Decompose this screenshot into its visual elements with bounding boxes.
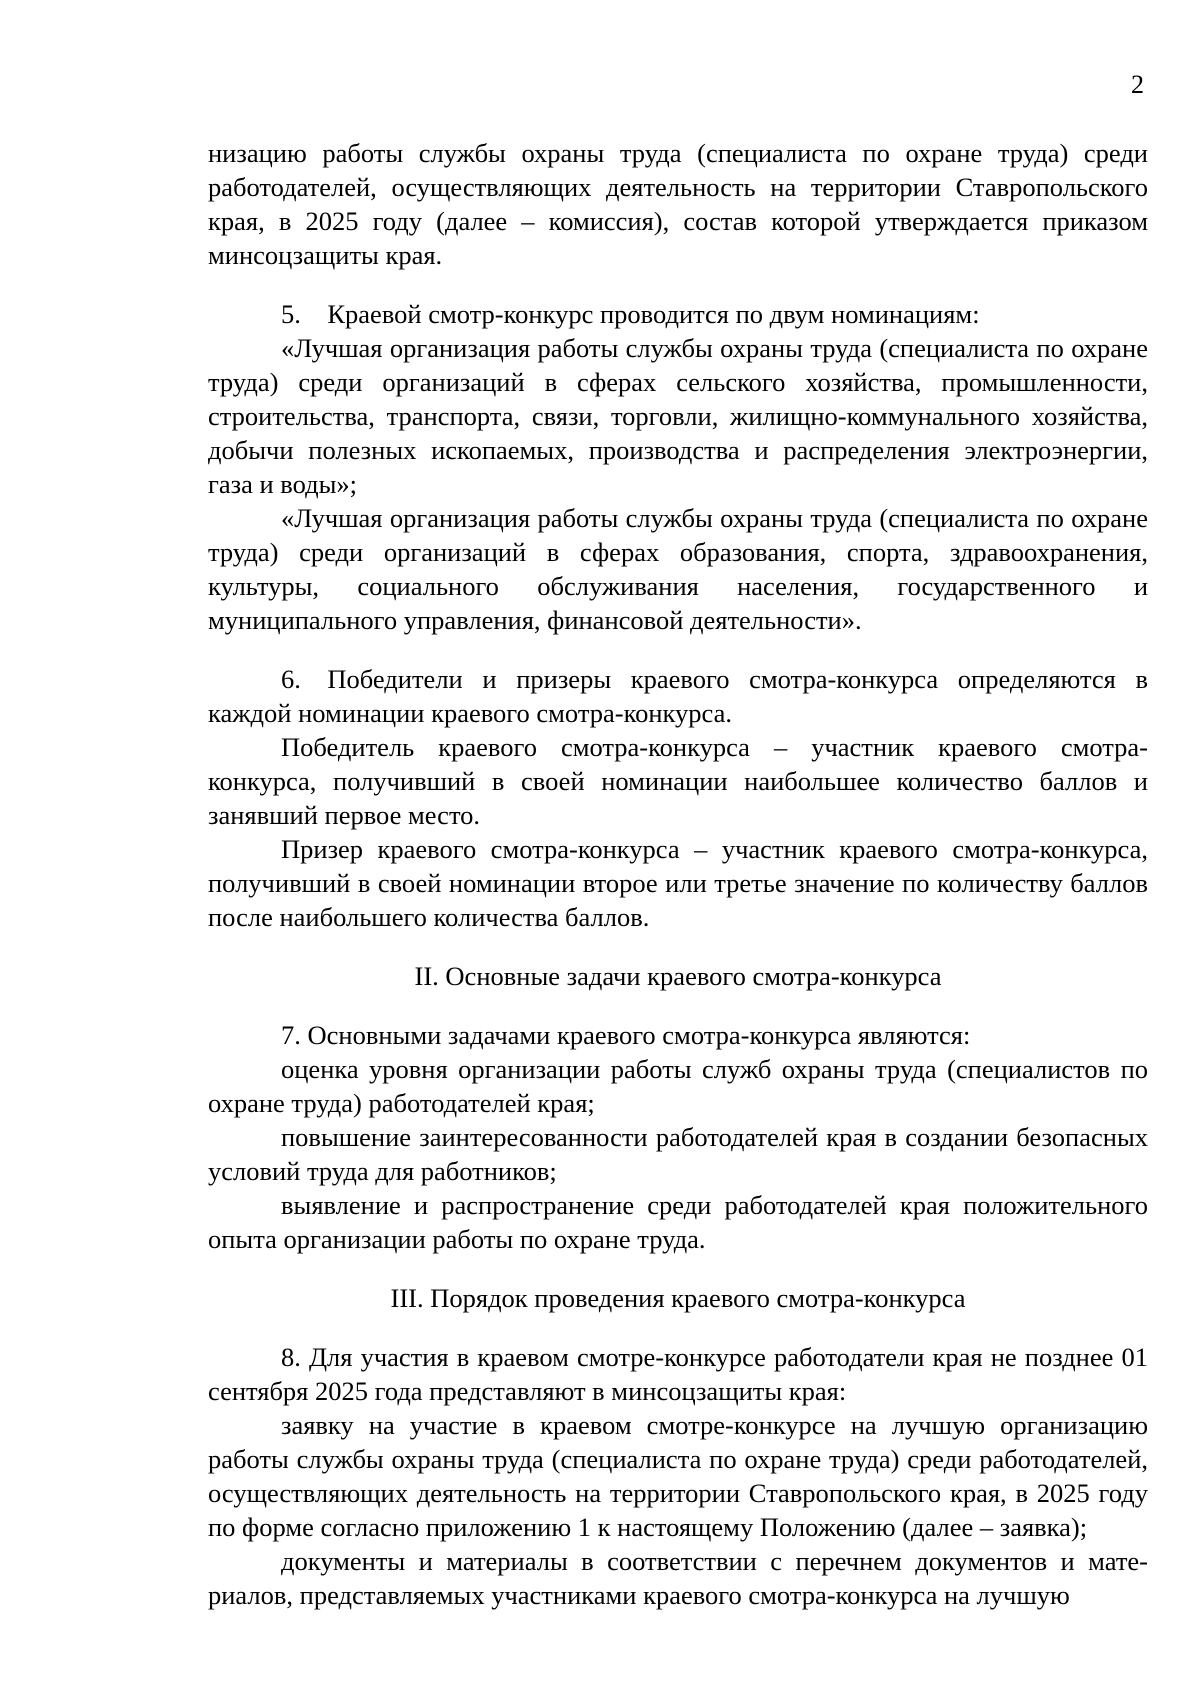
paragraph-8-item-2: документы и материалы в соответствии с перечнем документов и материалов, представляемых участниками краевого смотра-конкурса на лучшую [208, 1546, 1148, 1610]
section-heading-3: III. Порядок проведения краевого смотра-конкурса [390, 1283, 966, 1313]
paragraph-intro-continuation: низацию работы службы охраны труда (специалиста по охране труда) среди работодателей, осуществляющих деятельность на территории Ставропольского края, в 2025 году (далее – комиссия), состав которой утверждается приказом минсоцзащиты края. [208, 138, 1148, 270]
paragraph-5: 5. Краевой смотр-конкурс проводится по двум номинациям: [281, 299, 980, 329]
paragraph-8: 8. Для участия в краевом смотре-конкурсе работодатели края не позднее 01 сентября 2025 года представляют в минсоцзащиты края: [208, 1342, 1148, 1406]
document-body [208, 136, 1148, 1612]
section-heading-2: II. Основные задачи краевого смотра-конкурса [414, 961, 942, 991]
paragraph-5-nomination-2: «Лучшая организация работы службы охраны труда (специалиста по охране труда) среди организаций в сферах образования, спорта, здравоохранения, культуры, социального обслуживания населения, государственного и муниципального управления, финансовой деятельности». [208, 503, 1148, 635]
paragraph-8-item-1: заявку на участие в краевом смотре-конкурсе на лучшую организацию работы службы охраны труда (специалиста по охране труда) среди работодателей, осуществляющих деятельность на территории Ставропольского края, в 2025 году по форме согласно приложению 1 к настоящему Положению (далее – заявка); [208, 1410, 1148, 1542]
paragraph-6: 6. Победители и призеры краевого смотра-конкурса определяются в каждой номинации краевого смотра-конкурса. [208, 664, 1148, 728]
paragraph-5-nomination-1: «Лучшая организация работы службы охраны труда (специалиста по охране труда) среди организаций в сферах сельского хозяйства, промышленности, строительства, транспорта, связи, торговли, жилищно-коммунального хозяйства, добычи полезных ископаемых, производства и распределения электроэнергии, газа и воды»; [208, 333, 1148, 499]
paragraph-7: 7. Основными задачами краевого смотра-конкурса являются: [281, 1020, 971, 1050]
paragraph-6-winner-definition: Победитель краевого смотра-конкурса – участник краевого смотра-конкурса, получивший в своей номинации наибольшее количество баллов и занявший первое место. [208, 732, 1148, 830]
page-number: 2 [1131, 70, 1144, 99]
paragraph-7-task-1: оценка уровня организации работы служб охраны труда (специалистов по охране труда) работодателей края; [208, 1054, 1148, 1118]
paragraph-6-prize-definition: Призер краевого смотра-конкурса – участник краевого смотра-конкурса, получивший в своей номинации второе или третье значение по количеству баллов после наибольшего количества баллов. [208, 834, 1148, 932]
paragraph-7-task-2: повышение заинтересованности работодателей края в создании безопасных условий труда для работников; [208, 1122, 1148, 1186]
paragraph-7-task-3: выявление и распространение среди работодателей края положительного опыта организации работы по охране труда. [208, 1190, 1148, 1254]
